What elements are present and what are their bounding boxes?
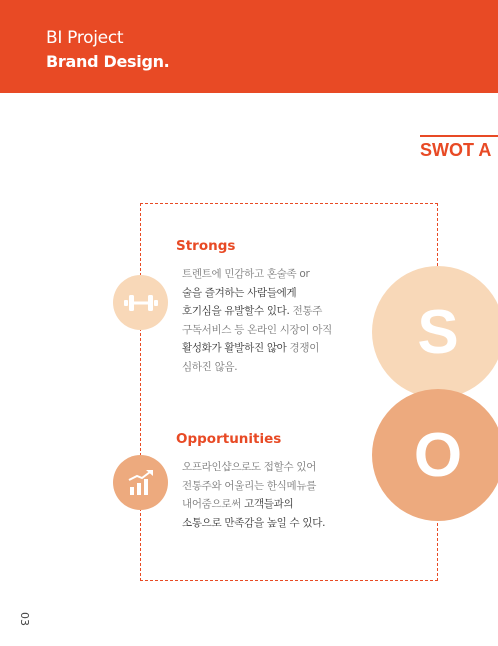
opportunities-text-line — [182, 477, 325, 496]
dumbbell-icon — [113, 275, 168, 330]
swot-title-rule — [420, 135, 498, 137]
opportunities-description — [182, 458, 325, 532]
strongs-text-segment: 전통주 — [289, 305, 323, 318]
header-banner — [0, 0, 498, 93]
strongs-text-segment: 활성화가 활발하진 않아 — [182, 342, 287, 355]
strongs-text-segment: 술을 즐겨하는 사람들에게 — [182, 286, 297, 299]
swot-title: SWOT A — [420, 140, 492, 160]
swot-letter-s: S — [372, 266, 498, 398]
opportunities-text-segment: 전통주와 어울리는 한식메뉴를 — [182, 479, 317, 492]
strongs-text-segment: 트렌트에 민감하고 혼술족 or — [182, 268, 310, 280]
strongs-text-segment: 경쟁이 — [286, 342, 320, 355]
project-subtitle: Brand Design. — [46, 52, 170, 71]
opportunities-title: Opportunities — [176, 431, 282, 447]
opportunities-text-line — [182, 514, 325, 533]
page-number: 03 — [18, 612, 31, 626]
strongs-text-line — [182, 321, 332, 340]
opportunities-text-segment: 소통으로 만족감을 높일 수 있다. — [182, 516, 326, 529]
opportunities-text-segment: 오프라인샵으로도 접할수 있어 — [182, 461, 317, 473]
strongs-text-segment: 구독서비스 등 온라인 시장이 아직 — [182, 323, 332, 336]
opportunities-text-line — [182, 495, 325, 514]
opportunities-text-segment: 고객들과의 — [244, 498, 294, 511]
strongs-text-line — [182, 284, 332, 303]
strongs-text-segment: 심하진 않음. — [182, 360, 238, 373]
project-title: BI Project — [46, 28, 124, 48]
strongs-description — [182, 265, 332, 377]
opportunities-text-line — [182, 458, 325, 477]
swot-letter-o: O — [372, 389, 498, 521]
strongs-text-line — [182, 265, 332, 284]
strongs-text-line — [182, 339, 332, 358]
growth-chart-icon — [113, 455, 168, 510]
strongs-text-line — [182, 302, 332, 321]
strongs-text-segment: 호기심을 유발할수 있다. — [182, 305, 290, 318]
strongs-title: Strongs — [176, 238, 236, 254]
strongs-text-line — [182, 358, 332, 377]
opportunities-text-segment: 내어줌으로써 — [182, 498, 245, 511]
